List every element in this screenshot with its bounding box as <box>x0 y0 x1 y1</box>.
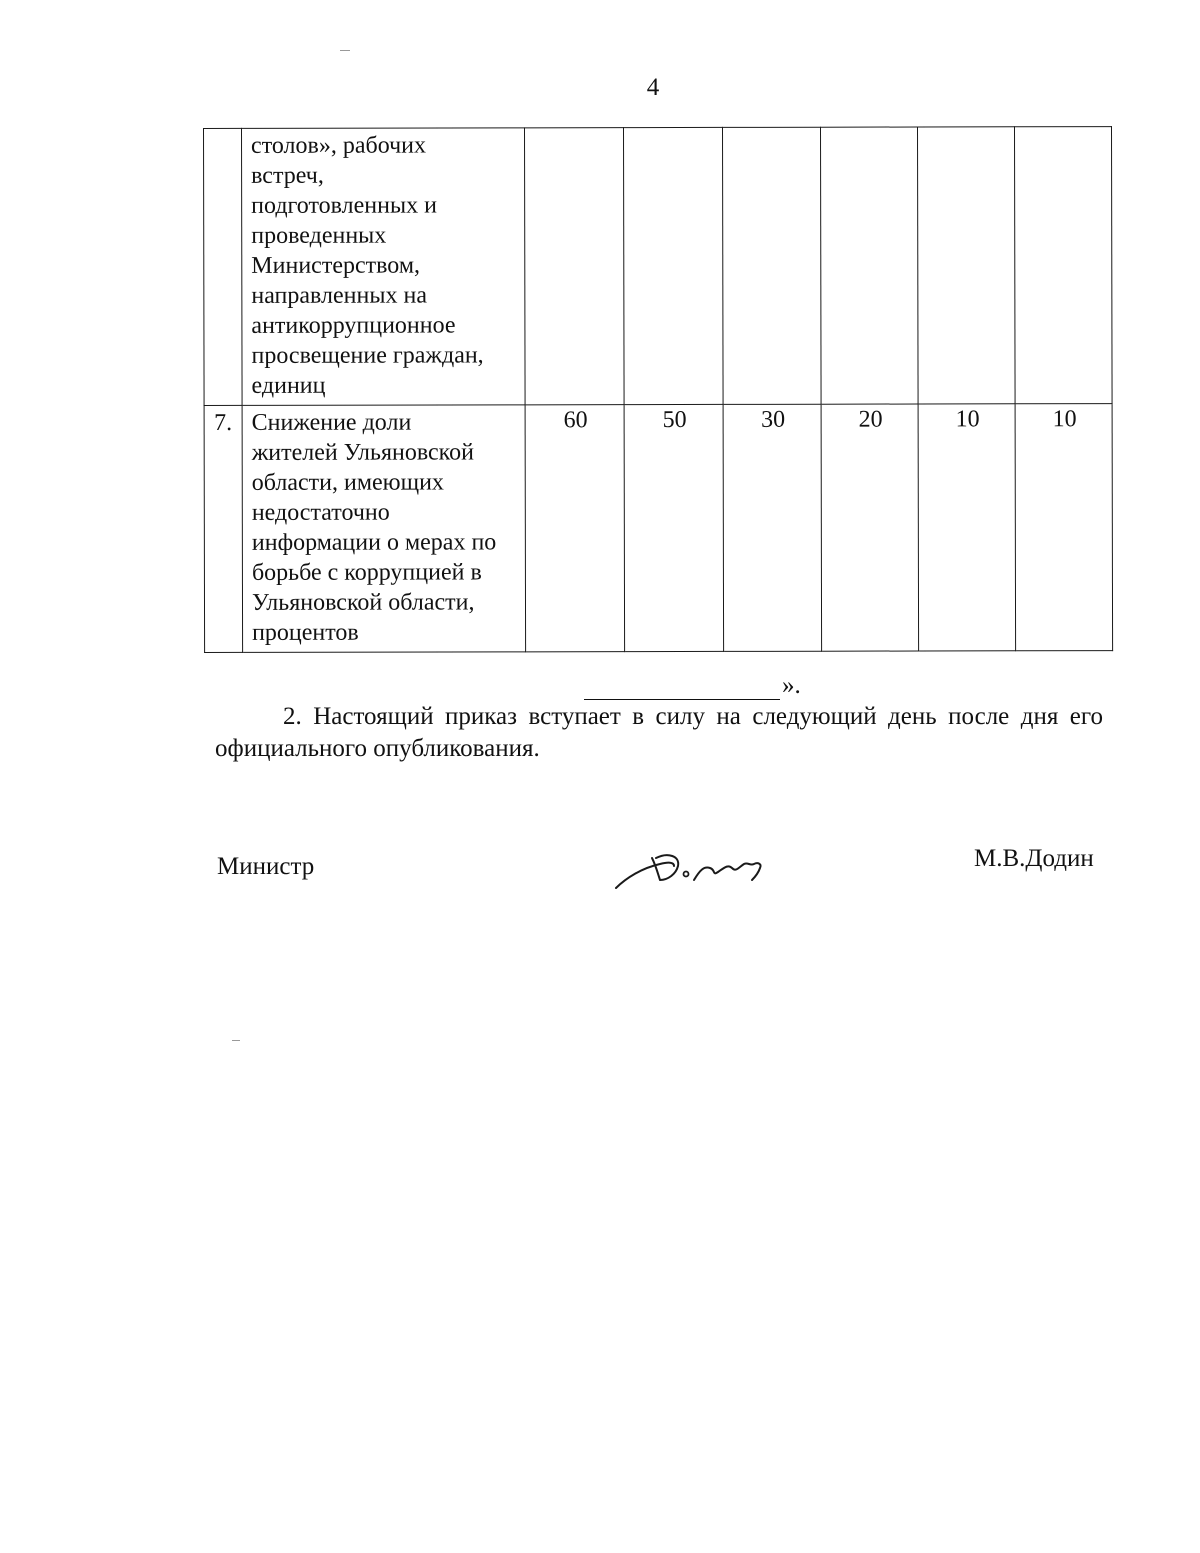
scan-speck <box>340 50 350 51</box>
value-cell: 10 <box>918 404 1016 651</box>
closing-quote-line <box>584 672 801 700</box>
signatory-name: М.В.Додин <box>974 845 1094 872</box>
row-number-cell: 7. <box>204 405 243 652</box>
scan-speck <box>232 1040 240 1041</box>
row-description-cell: столов», рабочих встреч, подготовленных и проведенных Министерством, направленных на антикоррупционное просвещение граждан, единиц <box>242 128 526 406</box>
closing-quote: ». <box>782 672 801 699</box>
value-cell <box>624 127 724 404</box>
page-number: 4 <box>646 74 660 101</box>
signatory-role: Министр <box>217 853 315 880</box>
indicator-table <box>203 126 1113 653</box>
row-number-cell <box>204 128 243 405</box>
value-cell: 30 <box>723 404 822 651</box>
table-row <box>204 404 1113 653</box>
value-cell <box>820 127 918 404</box>
value-cell: 50 <box>624 404 724 651</box>
row-description-cell: Снижение доли жителей Ульяновской области, имеющих недостаточно информации о мерах по борьбе с коррупцией в Ульяновской области, процентов <box>242 405 526 653</box>
value-cell: 20 <box>821 404 919 651</box>
value-cell: 60 <box>525 405 625 652</box>
value-cell <box>917 127 1015 404</box>
value-cell <box>1014 127 1112 404</box>
paragraph-text: 2. Настоящий приказ вступает в силу на следующий день после дня его официального опубликования. <box>215 703 1103 762</box>
value-cell <box>722 127 821 404</box>
effective-date-paragraph <box>215 701 1103 765</box>
value-cell <box>525 128 625 405</box>
handwritten-signature-icon <box>612 842 782 898</box>
value-cell: 10 <box>1015 404 1113 651</box>
blank-underline <box>584 677 780 700</box>
table-row <box>204 127 1113 406</box>
